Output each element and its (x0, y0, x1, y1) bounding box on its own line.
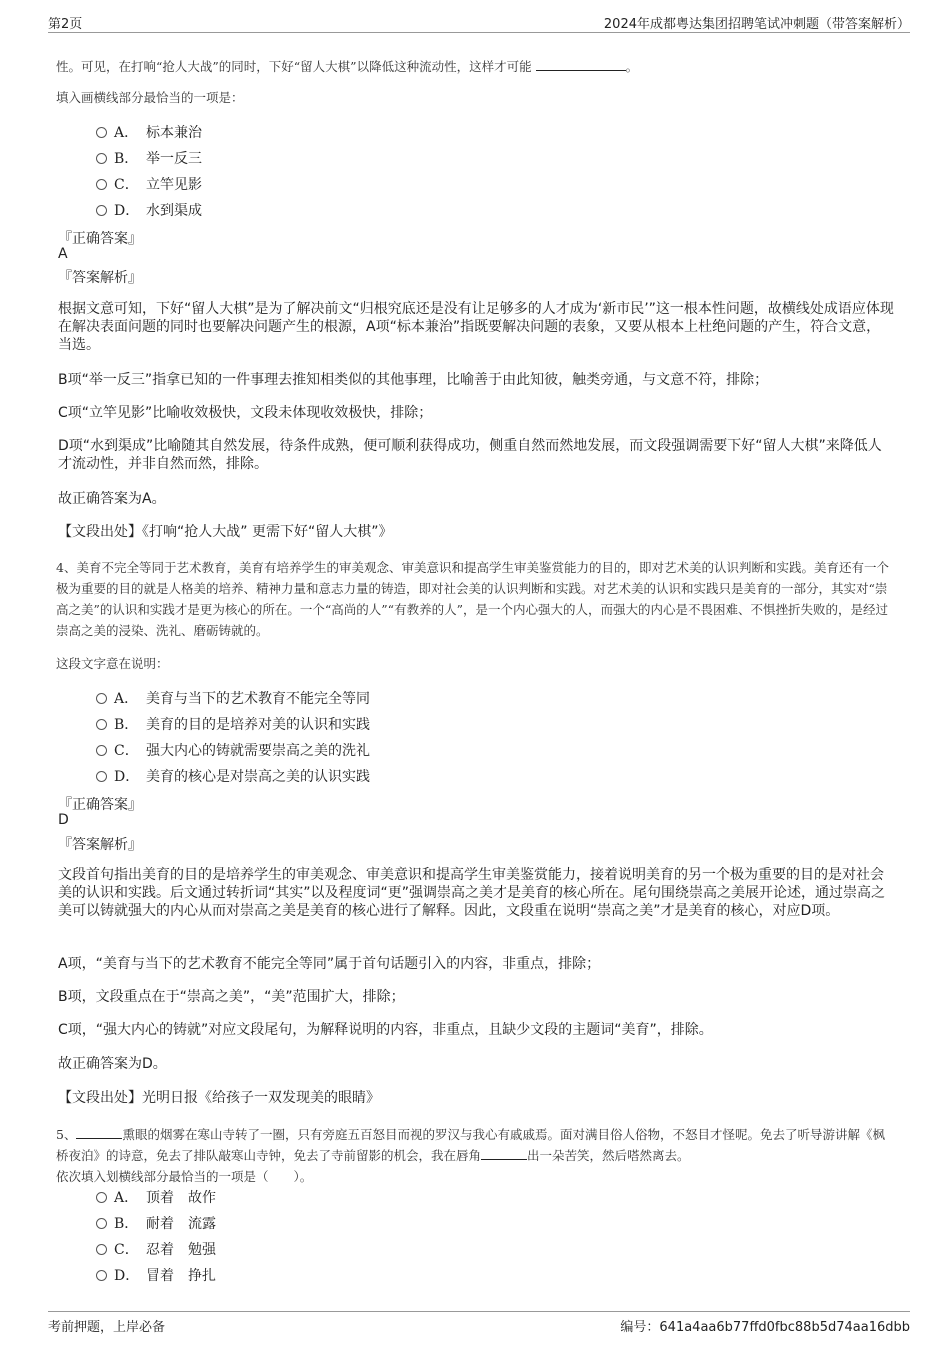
radio-icon[interactable] (96, 1192, 107, 1203)
answer-blank (76, 1126, 122, 1139)
q3-option-b[interactable]: B． 举一反三 (96, 148, 202, 168)
radio-icon[interactable] (96, 205, 107, 216)
q3-option-c[interactable]: C． 立竿见影 (96, 174, 202, 194)
page-footer (48, 1311, 910, 1338)
radio-icon[interactable] (96, 1270, 107, 1281)
radio-icon[interactable] (96, 153, 107, 164)
footer-slogan: 考前押题，上岸必备 (48, 1320, 166, 1335)
q4-ask: 这段文字意在说明： (56, 656, 169, 671)
q4-analysis-label: 『答案解析』 (58, 837, 142, 853)
q4-analysis-para: B项，文段重点在于“崇高之美”，“美”范围扩大，排除； (58, 989, 405, 1005)
radio-icon[interactable] (96, 719, 107, 730)
answer-blank (481, 1147, 527, 1160)
q3-correct-label: 『正确答案』 (58, 231, 142, 247)
document-title: 2024年成都粤达集团招聘笔试冲刺题（带答案解析） (603, 17, 910, 32)
q4-source: 【文段出处】光明日报《给孩子一双发现美的眼睛》 (58, 1090, 380, 1106)
q3-analysis-para: B项“举一反三”指拿已知的一件事理去推知相类似的其他事理，比喻善于由此知彼，触类旁通，与文意不符，排除； (58, 372, 769, 388)
q3-analysis-para: 故正确答案为A。 (58, 491, 166, 507)
radio-icon[interactable] (96, 745, 107, 756)
radio-icon[interactable] (96, 771, 107, 782)
q5-option-b[interactable]: B． 耐着 流露 (96, 1213, 216, 1233)
q4-option-c[interactable]: C． 强大内心的铸就需要崇高之美的洗礼 (96, 740, 370, 760)
q4-analysis-para: 文段首句指出美育的目的是培养学生的审美观念、审美意识和提高学生审美鉴赏能力，接着说明美育的另一个极为重要的目的是对社会美的认识和实践。后文通过转折词“其实”以及程度词“更”强调崇高之美才是美育的核心所在。尾句围绕崇高之美展开论述，通过崇高之美可以铸就强大的内心从而对崇高之美是美育的核心进行了解释。因此，文段重在说明“崇高之美”才是美育的核心，对应D项。 (58, 867, 886, 919)
page-number: 第2页 (48, 17, 83, 32)
radio-icon[interactable] (96, 1218, 107, 1229)
q3-analysis-para: 根据文意可知，下好“留人大棋”是为了解决前文“归根究底还是没有让足够多的人才成为‘新市民’”这一根本性问题，故横线处成语应体现在解决表面问题的同时也要解决问题产生的根源，A项“标本兼治”指既要解决问题的表象，又要从根本上杜绝问题的产生，符合文意，当选。 (58, 301, 894, 353)
q4-option-a[interactable]: A． 美育与当下的艺术教育不能完全等同 (96, 688, 370, 708)
q3-analysis-para: D项“水到渠成”比喻随其自然发展，待条件成熟，便可顺利获得成功，侧重自然而然地发展，而文段强调需要下好“留人大棋”来降低人才流动性，并非自然而然，排除。 (58, 438, 882, 472)
q4-option-d[interactable]: D． 美育的核心是对崇高之美的认识实践 (96, 766, 370, 786)
answer-blank (536, 58, 626, 71)
page-header (48, 10, 910, 33)
q3-option-a[interactable]: A． 标本兼治 (96, 122, 202, 142)
q4-analysis-para: 故正确答案为D。 (58, 1056, 167, 1072)
q3-stem: 性。可见，在打响“抢人大战”的同时，下好“留人大棋”以降低这种流动性，这样才可能 。 (56, 59, 639, 74)
q4-analysis-para: A项，“美育与当下的艺术教育不能完全等同”属于首句话题引入的内容，非重点，排除； (58, 956, 601, 972)
q5-option-d[interactable]: D． 冒着 挣扎 (96, 1265, 216, 1285)
q5-ask: 依次填入划横线部分最恰当的一项是（ ）。 (56, 1169, 313, 1184)
q4-correct-label: 『正确答案』 (58, 797, 142, 813)
radio-icon[interactable] (96, 693, 107, 704)
q5-option-c[interactable]: C． 忍着 勉强 (96, 1239, 216, 1259)
q4-option-b[interactable]: B． 美育的目的是培养对美的认识和实践 (96, 714, 370, 734)
q4-answer: D (58, 812, 69, 828)
q3-ask: 填入画横线部分最恰当的一项是： (56, 90, 244, 105)
q4-stem: 4、美育不完全等同于艺术教育，美育有培养学生的审美观念、审美意识和提高学生审美鉴赏能力的目的，即对艺术美的认识判断和实践。美育还有一个极为重要的目的就是人格美的培养、精神力量和意志力量的铸造，即对社会美的认识判断和实践。对艺术美的认识和实践只是美育的一部分，其实对“崇高之美”的认识和实践才是更为核心的所在。一个“高尚的人”“有教养的人”，是一个内心强大的人，而强大的内心是不畏困难、不惧挫折失败的，是经过崇高之美的浸染、洗礼、磨砺铸就的。 (56, 560, 889, 638)
q5-option-a[interactable]: A． 顶着 故作 (96, 1187, 216, 1207)
q3-answer: A (58, 246, 68, 262)
q3-analysis-para: C项“立竿见影”比喻收效极快，文段未体现收效极快，排除； (58, 405, 433, 421)
radio-icon[interactable] (96, 179, 107, 190)
q4-analysis-para: C项，“强大内心的铸就”对应文段尾句，为解释说明的内容，非重点，且缺少文段的主题词“美育”，排除。 (58, 1022, 713, 1038)
q3-analysis-label: 『答案解析』 (58, 270, 142, 286)
document-code: 编号：641a4aa6b77ffd0fbc88b5d74aa16dbb (620, 1320, 910, 1335)
radio-icon[interactable] (96, 127, 107, 138)
q3-source: 【文段出处】《打响“抢人大战” 更需下好“留人大棋”》 (58, 524, 393, 540)
radio-icon[interactable] (96, 1244, 107, 1255)
q5-stem: 5、 熏眼的烟雾在寒山寺转了一圈，只有旁庭五百怒目而视的罗汉与我心有戚戚焉。面对满目俗人俗物，不怒目才怪呢。免去了听导游讲解《枫桥夜泊》的诗意，免去了排队敲寒山寺钟，免去了寺前留影的机会，我在唇角 出一朵苦笑，然后嗒然离去。 依次填入划横线部分最恰当的一项是（ ）。 (56, 1127, 885, 1184)
q3-option-d[interactable]: D． 水到渠成 (96, 200, 202, 220)
